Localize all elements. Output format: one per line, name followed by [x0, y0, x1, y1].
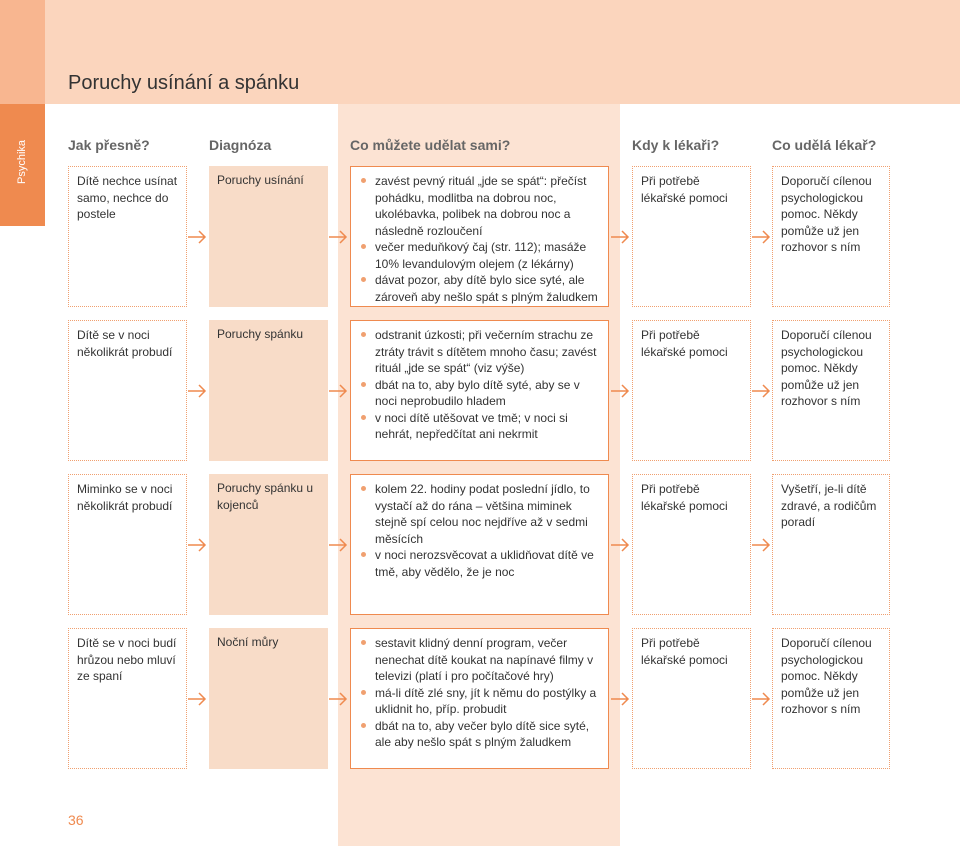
row4-doctor-does: Doporučí cílenou psychologickou pomoc. Někdy pomůže už jen rozhovor s ním [781, 636, 872, 716]
row1-doctor-does: Doporučí cílenou psychologickou pomoc. Někdy pomůže už jen rozhovor s ním [781, 174, 872, 254]
arrow-right-icon [610, 538, 632, 552]
row1-how-cell [68, 166, 187, 307]
row3-how-cell [68, 474, 187, 615]
section-label: Psychika [16, 139, 28, 185]
list-item: dávat pozor, aby dítě bylo sice syté, ale zároveň aby nešlo spát s plným žaludkem [375, 273, 598, 304]
row2-doctor-does: Doporučí cílenou psychologickou pomoc. Někdy pomůže už jen rozhovor s ním [781, 328, 872, 408]
page-number: 36 [68, 812, 84, 828]
row3-diagnosis-cell [209, 474, 328, 615]
arrow-right-icon [610, 230, 632, 244]
header-how: Jak přesně? [68, 137, 150, 153]
list-item: má-li dítě zlé sny, jít k němu do postýlky a uklidnit ho, příp. probudit [375, 685, 597, 716]
list-item: dbát na to, aby večer bylo dítě sice syté, ale aby nešlo spát s plným žaludkem [375, 718, 598, 751]
arrow-right-icon [328, 384, 350, 398]
arrow-right-icon [610, 384, 632, 398]
row1-how: Dítě nechce usínat samo, nechce do postele [77, 174, 178, 221]
row1-doctor-does-cell [772, 166, 890, 307]
row4-how: Dítě se v noci budí hrůzou nebo mluví ze spaní [77, 636, 177, 683]
row1-when-doctor: Při potřebě lékařské pomoci [641, 174, 728, 205]
arrow-right-icon [751, 384, 773, 398]
row4-when-doctor: Při potřebě lékařské pomoci [641, 636, 728, 667]
row3-doctor-does-cell [772, 474, 890, 615]
row3-doctor-does: Vyšetří, je-li dítě zdravé, a rodičům poradí [781, 482, 877, 529]
row2-how: Dítě se v noci několikrát probudí [77, 328, 173, 359]
row3-diagnosis: Poruchy spánku u kojenců [217, 481, 314, 512]
row3-self-help-list [351, 475, 608, 586]
row4-diagnosis: Noční můry [217, 635, 279, 649]
row4-diagnosis-cell [209, 628, 328, 769]
row1-when-doctor-cell [632, 166, 751, 307]
row1-self-help-list [351, 167, 608, 311]
header-diagnosis: Diagnóza [209, 137, 272, 153]
arrow-right-icon [751, 230, 773, 244]
list-item: večer meduňkový čaj (str. 112); masáže 10% levandulovým olejem (z lékárny) [375, 239, 598, 272]
arrow-right-icon [328, 230, 350, 244]
header-doctor-does: Co udělá lékař? [772, 137, 877, 153]
row4-self-help-cell [350, 628, 609, 769]
row1-diagnosis-cell [209, 166, 328, 307]
row2-diagnosis: Poruchy spánku [217, 327, 304, 341]
row3-when-doctor-cell [632, 474, 751, 615]
arrow-right-icon [610, 692, 632, 706]
arrow-right-icon [187, 692, 209, 706]
row2-self-help-list [351, 321, 608, 449]
row4-self-help-list [351, 629, 608, 757]
arrow-right-icon [187, 538, 209, 552]
list-item: dbát na to, aby bylo dítě syté, aby se v noci neprobudilo hladem [375, 377, 598, 410]
row2-diagnosis-cell [209, 320, 328, 461]
header-self-help: Co můžete udělat sami? [350, 137, 511, 153]
arrow-right-icon [187, 230, 209, 244]
row4-when-doctor-cell [632, 628, 751, 769]
row2-self-help-cell [350, 320, 609, 461]
row4-how-cell [68, 628, 187, 769]
row3-when-doctor: Při potřebě lékařské pomoci [641, 482, 728, 513]
arrow-right-icon [751, 692, 773, 706]
list-item: odstranit úzkosti; při večerním strachu ze ztráty trávit s dítětem mnoho času; zavést rituál „jde se spát“ (viz výše) [375, 328, 597, 375]
row3-self-help-cell [350, 474, 609, 615]
list-item: v noci dítě utěšovat ve tmě; v noci si nehrát, nepředčítat ani nekrmit [375, 410, 598, 443]
row2-when-doctor: Při potřebě lékařské pomoci [641, 328, 728, 359]
row3-how: Miminko se v noci několikrát probudí [77, 482, 173, 513]
row2-doctor-does-cell [772, 320, 890, 461]
arrow-right-icon [751, 538, 773, 552]
arrow-right-icon [328, 538, 350, 552]
row1-diagnosis: Poruchy usínání [217, 173, 304, 187]
row2-when-doctor-cell [632, 320, 751, 461]
arrow-right-icon [328, 692, 350, 706]
list-item: kolem 22. hodiny podat poslední jídlo, to vystačí až do rána – většina miminek stejně spí celou noc nejdříve až v sedmi měsících [375, 481, 598, 547]
list-item: zavést pevný rituál „jde se spát“: přečíst pohádku, modlitba na dobrou noc, ukolébavka, polibek na dobrou noc a následně rozloučení [375, 173, 598, 239]
arrow-right-icon [187, 384, 209, 398]
row2-how-cell [68, 320, 187, 461]
page-title: Poruchy usínání a spánku [68, 72, 300, 94]
list-item: v noci nerozsvěcovat a uklidňovat dítě ve tmě, aby vědělo, že je noc [375, 547, 598, 580]
list-item: sestavit klidný denní program, večer nenechat dítě koukat na napínavé filmy v televizi (platí i pro počítačové hry) [375, 635, 598, 685]
row1-self-help-cell [350, 166, 609, 307]
row4-doctor-does-cell [772, 628, 890, 769]
header-when-doctor: Kdy k lékaři? [632, 137, 720, 153]
